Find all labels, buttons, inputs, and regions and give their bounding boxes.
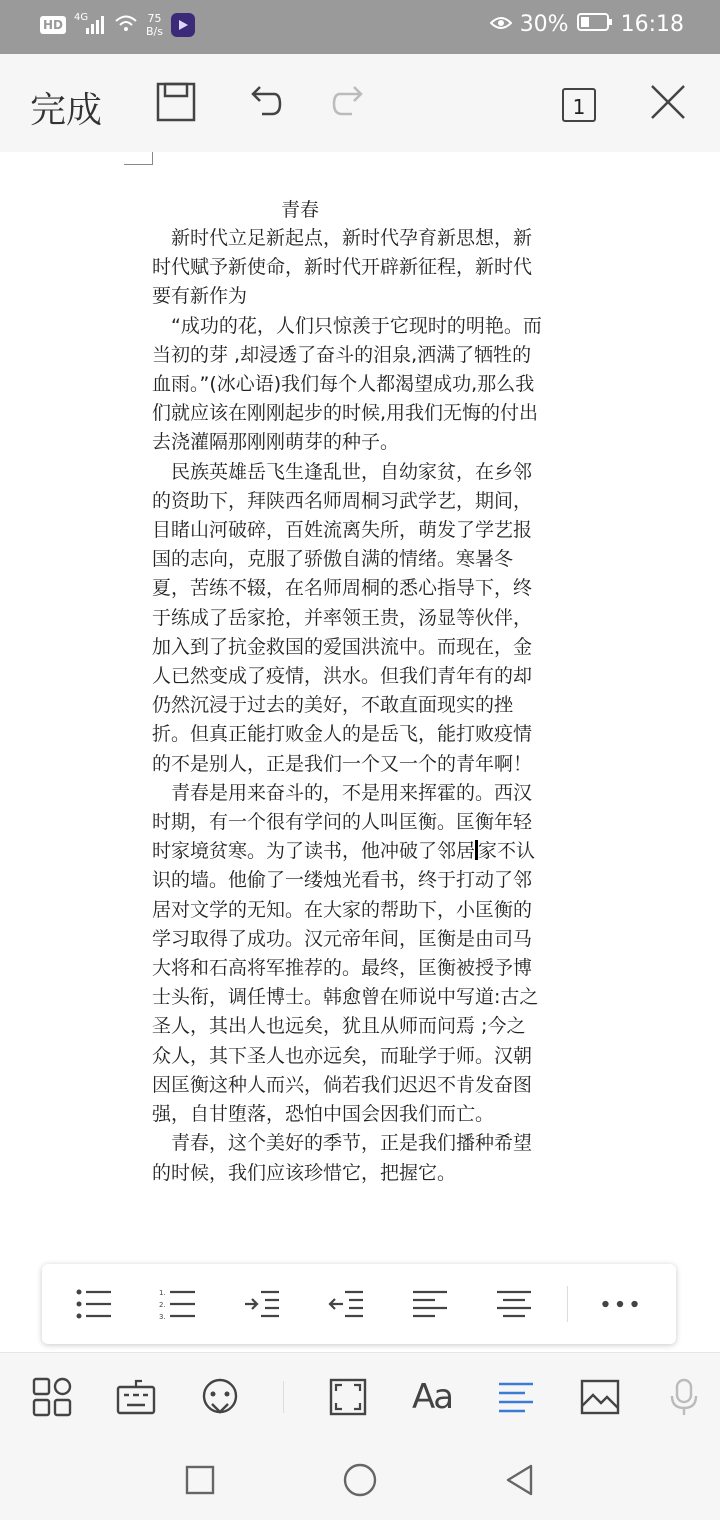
- paragraph-format-bar: [42, 1264, 676, 1344]
- wifi-icon: [114, 13, 138, 37]
- clock: 16:18: [620, 12, 684, 37]
- redo-icon[interactable]: [330, 80, 370, 128]
- bullet-list-icon[interactable]: [74, 1284, 114, 1324]
- paragraph-4-part-2: 家不认识的墙。他偷了一缕烛光看书，终于打动了邻居对文学的无知。在大家的帮助下，小匡衡的学习取得了成功。汉元帝年间，匡衡是由司马大将和石高将军推荐的。最终，匡衡被授予博士头衔，调任博士。韩愈曾在师说中写道:古之圣人，其出人也远矣，犹且从师而问焉 ;今之众人，其下圣人也亦远矣，而耻学于师。汉朝因匡衡这种人而兴，倘若我们迟迟不肯发奋图强，自甘堕落，恐怕中国会因我们而亡。: [152, 840, 539, 1126]
- voice-assistant-icon[interactable]: [198, 1375, 242, 1419]
- status-right: [490, 12, 684, 37]
- battery-icon: [577, 12, 613, 37]
- eye-icon: [490, 12, 512, 37]
- format-bar-divider: [567, 1286, 568, 1322]
- svg-text:2.: 2.: [159, 1301, 166, 1309]
- status-bar: [0, 0, 720, 54]
- page-count-button[interactable]: 1: [562, 88, 596, 122]
- network-speed: [146, 12, 163, 38]
- status-left: [40, 12, 195, 38]
- more-options-icon[interactable]: [600, 1284, 640, 1324]
- svg-text:1.: 1.: [159, 1289, 166, 1297]
- apps-grid-icon[interactable]: [30, 1375, 74, 1419]
- hd-badge: HD: [40, 16, 66, 34]
- paragraph-3: 民族英雄岳飞生逢乱世，自幼家贫，在乡邻的资助下，拜陕西名师周桐习武学艺，期间，目睹山河破碎，百姓流离失所，萌发了学艺报国的志向，克服了骄傲自满的情绪。寒暑冬夏，苦练不辍，在名师周桐的悉心指导下，终于练成了岳家抢，并率领王贵，汤显等伙伴，加入到了抗金救国的爱国洪流中。而现在，金人已然变成了疫情，洪水。但我们青年有的却仍然沉浸于过去的美好，不敢直面现实的挫折。但真正能打败金人的是岳飞，能打败疫情的不是别人，正是我们一个又一个的青年啊！: [152, 460, 533, 775]
- paragraph-5: 青春，这个美好的季节，正是我们播种希望的时候，我们应该珍惜它，把握它。: [152, 1132, 533, 1184]
- numbered-list-icon[interactable]: [158, 1284, 198, 1324]
- editor-toolbar: [0, 54, 720, 153]
- document-title: 青春: [280, 199, 319, 221]
- system-nav-bar: [0, 1440, 720, 1520]
- document-body[interactable]: [152, 224, 542, 1188]
- fullscreen-icon[interactable]: [326, 1375, 370, 1419]
- align-left-icon[interactable]: [410, 1284, 450, 1324]
- speed-unit: B/s: [146, 25, 163, 38]
- network-type: 4G: [74, 12, 89, 23]
- insert-image-icon[interactable]: [578, 1375, 622, 1419]
- save-icon[interactable]: [156, 80, 196, 128]
- font-style-button[interactable]: Aa: [411, 1377, 453, 1417]
- battery-percent: 30%: [519, 12, 569, 37]
- undo-icon[interactable]: [244, 80, 284, 128]
- paragraph-4-part-1: 青春是用来奋斗的，不是用来挥霍的。西汉时期，有一个很有学问的人叫匡衡。匡衡年轻时家境贫寒。为了读书，他冲破了邻居: [152, 781, 533, 863]
- recent-apps-icon[interactable]: [180, 1460, 220, 1500]
- signal-icon: [74, 14, 106, 36]
- svg-text:3.: 3.: [159, 1313, 166, 1321]
- paragraph-format-icon[interactable]: [494, 1375, 538, 1419]
- align-center-icon[interactable]: [494, 1284, 534, 1324]
- bottom-bar-divider: [283, 1381, 284, 1413]
- keyboard-icon[interactable]: [114, 1375, 158, 1419]
- speed-value: 75: [147, 12, 162, 25]
- margin-corner-mark: [124, 152, 153, 165]
- close-icon[interactable]: [648, 80, 688, 128]
- done-button[interactable]: 完成: [30, 90, 103, 131]
- increase-indent-icon[interactable]: [242, 1284, 282, 1324]
- document-area[interactable]: [0, 152, 720, 1252]
- home-icon[interactable]: [340, 1460, 380, 1500]
- microphone-icon[interactable]: [662, 1375, 706, 1419]
- paragraph-1: 新时代立足新起点，新时代孕育新思想，新时代赋予新使命，新时代开辟新征程，新时代要有新作为: [152, 227, 533, 308]
- decrease-indent-icon[interactable]: [326, 1284, 366, 1324]
- paragraph-4: [152, 779, 542, 1129]
- bottom-toolbar: [0, 1352, 720, 1441]
- paragraph-2: “成功的花，人们只惊羡于它现时的明艳。而当初的芽 ,却浸透了奋斗的泪泉,洒满了牺牲的血雨。”(冰心语)我们每个人都渴望成功,那么我们就应该在刚刚起步的时候,用我们无悔的付出 去浇灌隔那刚刚萌芽的种子。: [152, 314, 542, 454]
- video-app-icon: [171, 13, 195, 37]
- back-icon[interactable]: [500, 1460, 540, 1500]
